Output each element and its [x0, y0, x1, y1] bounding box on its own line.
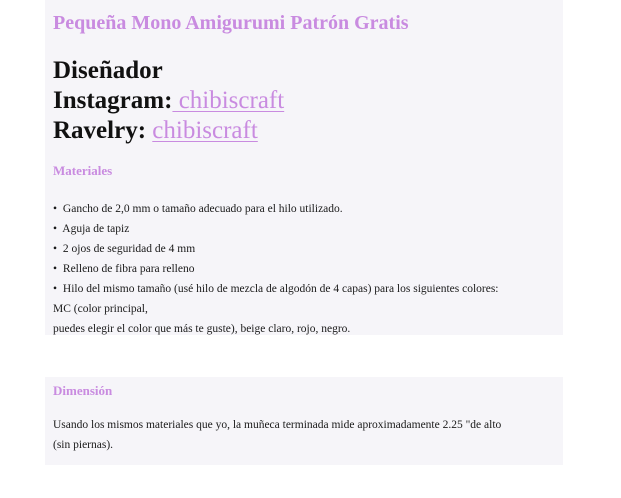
bullet-icon: • [53, 203, 58, 215]
bullet-icon: • [53, 263, 58, 275]
bullet-icon: • [53, 243, 58, 255]
materials-list [53, 199, 563, 339]
designer-heading: Diseñador [53, 57, 163, 84]
list-item: • 2 ojos de seguridad de 4 mm [53, 243, 196, 255]
bullet-icon: • [53, 223, 58, 235]
instagram-link[interactable]: chibiscraft [172, 87, 285, 114]
list-item-continuation: MC (color principal, [53, 303, 148, 315]
list-item-continuation: puedes elegir el color que más te guste), beige claro, rojo, negro. [53, 323, 351, 335]
dimension-paragraph [53, 415, 558, 455]
dimension-text-line: (sin piernas). [53, 439, 114, 451]
ravelry-link[interactable]: chibiscraft [152, 117, 258, 144]
list-item: • Aguja de tapiz [53, 223, 130, 235]
bullet-icon: • [53, 283, 58, 295]
list-item: • Hilo del mismo tamaño (usé hilo de mezcla de algodón de 4 capas) para los siguientes colores: [53, 283, 499, 295]
list-item: • Gancho de 2,0 mm o tamaño adecuado para el hilo utilizado. [53, 203, 343, 215]
instagram-line [53, 87, 284, 115]
instagram-label: Instagram: [53, 87, 173, 114]
ravelry-label: Ravelry: [53, 117, 147, 144]
list-item: • Relleno de fibra para relleno [53, 263, 195, 275]
page-title: Pequeña Mono Amigurumi Patrón Gratis [53, 12, 409, 34]
dimension-heading: Dimensión [53, 383, 113, 398]
ravelry-line [53, 117, 258, 145]
dimension-text-line: Usando los mismos materiales que yo, la muñeca terminada mide aproximadamente 2.25 "de alto [53, 419, 502, 431]
materials-heading: Materiales [53, 163, 113, 178]
